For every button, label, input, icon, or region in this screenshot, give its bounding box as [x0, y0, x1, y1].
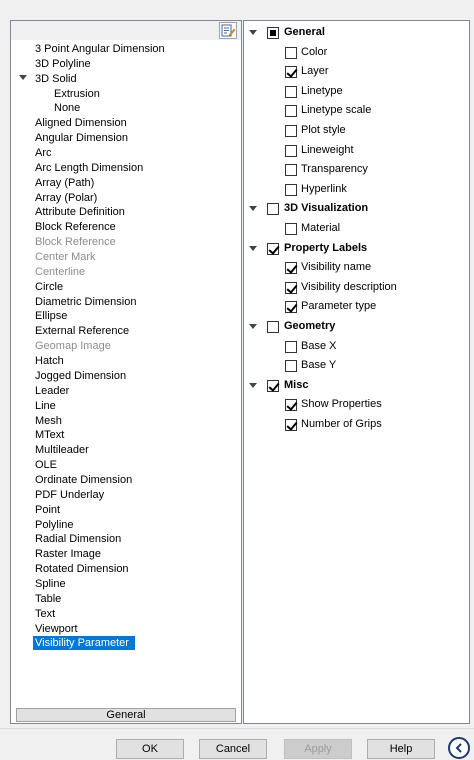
- property-row[interactable]: [244, 101, 468, 120]
- list-item[interactable]: [33, 622, 80, 636]
- help-button-label: Help: [389, 743, 413, 755]
- property-row[interactable]: [244, 395, 468, 414]
- list-item[interactable]: [33, 399, 58, 413]
- list-item-label: Raster Image: [35, 548, 102, 561]
- checkbox[interactable]: [285, 66, 297, 78]
- property-group-row[interactable]: [244, 23, 468, 42]
- collapse-arrow-icon[interactable]: [249, 30, 257, 35]
- list-item[interactable]: [33, 265, 87, 279]
- checkbox[interactable]: [285, 105, 297, 117]
- list-item[interactable]: [33, 220, 118, 234]
- list-item-label: Jogged Dimension: [35, 369, 127, 382]
- select-all-icon[interactable]: [219, 22, 237, 39]
- list-item[interactable]: [33, 161, 145, 175]
- list-item-label: Multileader: [35, 444, 89, 457]
- dialog-top-edge: [0, 0, 474, 18]
- property-label: Linetype scale: [301, 104, 372, 117]
- property-group-label: Misc: [284, 378, 309, 391]
- list-item-label: Radial Dimension: [35, 533, 122, 546]
- list-item-label: External Reference: [35, 325, 130, 338]
- list-item-label: OLE: [35, 459, 58, 472]
- list-item-label: Polyline: [35, 518, 74, 531]
- object-type-list: [12, 41, 238, 705]
- checkbox[interactable]: [267, 321, 279, 333]
- checkbox[interactable]: [285, 223, 297, 235]
- list-item[interactable]: [33, 72, 79, 86]
- list-item-label: Ordinate Dimension: [35, 473, 133, 486]
- property-row[interactable]: [244, 278, 468, 297]
- property-label: Visibility name: [301, 261, 372, 274]
- list-item[interactable]: [33, 384, 71, 398]
- list-item-label: Line: [35, 399, 56, 412]
- checkbox[interactable]: [285, 47, 297, 59]
- checkbox[interactable]: [285, 145, 297, 157]
- property-label: Layer: [301, 65, 329, 78]
- property-row[interactable]: [244, 337, 468, 356]
- list-item[interactable]: [33, 518, 76, 532]
- list-item-label: Ellipse: [35, 310, 68, 323]
- list-item[interactable]: [33, 532, 123, 546]
- checkbox[interactable]: [267, 27, 279, 39]
- list-item-label: Mesh: [35, 414, 62, 427]
- property-group-label: Property Labels: [284, 241, 368, 254]
- list-item[interactable]: [33, 354, 66, 368]
- checkbox[interactable]: [285, 184, 297, 196]
- list-item-label: Block Reference: [35, 221, 116, 234]
- list-item-label: Viewport: [35, 622, 78, 635]
- checkbox[interactable]: [285, 301, 297, 313]
- property-label: Show Properties: [301, 398, 382, 411]
- property-row[interactable]: [244, 297, 468, 316]
- property-label: Material: [301, 222, 341, 234]
- property-row[interactable]: [244, 356, 468, 375]
- list-item-label: Table: [35, 592, 62, 605]
- list-item-label: Aligned Dimension: [35, 117, 127, 130]
- list-item-label: None: [54, 102, 81, 115]
- property-group-row[interactable]: [244, 376, 468, 395]
- list-item[interactable]: [33, 205, 127, 219]
- list-item-label: 3D Polyline: [35, 57, 91, 70]
- list-item-label: Angular Dimension: [35, 132, 128, 145]
- checkbox[interactable]: [267, 380, 279, 392]
- dialog-button-bar: [0, 728, 474, 760]
- property-row[interactable]: [244, 141, 468, 160]
- property-group-row[interactable]: [244, 239, 468, 258]
- property-row[interactable]: [244, 121, 468, 140]
- list-item[interactable]: [33, 339, 113, 353]
- checkbox[interactable]: [267, 203, 279, 215]
- list-item[interactable]: [33, 547, 103, 561]
- list-item[interactable]: [33, 309, 69, 323]
- list-item[interactable]: [52, 87, 102, 101]
- list-item-label: Point: [35, 503, 61, 516]
- property-row[interactable]: [244, 219, 468, 238]
- collapse-arrow-icon[interactable]: [249, 383, 257, 388]
- list-item-label: Hatch: [35, 355, 64, 368]
- list-item[interactable]: [33, 562, 131, 576]
- property-label: Transparency: [301, 163, 368, 176]
- checkbox[interactable]: [285, 262, 297, 274]
- collapse-arrow-icon[interactable]: [249, 324, 257, 329]
- property-label: Number of Grips: [301, 418, 382, 430]
- property-group-row[interactable]: [244, 317, 468, 336]
- checkbox[interactable]: [285, 399, 297, 411]
- list-item[interactable]: [33, 592, 63, 606]
- property-row[interactable]: [244, 82, 468, 101]
- list-item-label: 3 Point Angular Dimension: [35, 43, 165, 55]
- property-label: Hyperlink: [301, 182, 347, 195]
- list-item[interactable]: [33, 414, 64, 428]
- checkbox[interactable]: [285, 282, 297, 294]
- list-item-label: PDF Underlay: [35, 488, 105, 501]
- checkbox[interactable]: [267, 243, 279, 255]
- property-label: Plot style: [301, 124, 346, 136]
- list-item-label: Extrusion: [54, 87, 100, 100]
- list-item[interactable]: [33, 488, 106, 502]
- list-item-label: Rotated Dimension: [35, 563, 129, 576]
- property-label: Base Y: [301, 359, 337, 372]
- list-item-label: Center Mark: [35, 251, 96, 264]
- list-item-label: Arc: [35, 147, 52, 160]
- list-item-label: Spline: [35, 577, 66, 590]
- general-category-label: General: [106, 709, 146, 721]
- list-item[interactable]: [33, 473, 134, 487]
- list-item[interactable]: [33, 295, 138, 309]
- list-item[interactable]: [33, 636, 135, 650]
- list-item[interactable]: [33, 324, 131, 338]
- list-item[interactable]: [33, 116, 129, 130]
- list-item[interactable]: [33, 458, 59, 472]
- ok-button[interactable]: [116, 739, 184, 759]
- list-item[interactable]: [33, 428, 66, 442]
- collapse-arrow-icon[interactable]: [249, 246, 257, 251]
- list-item-label: Array (Path): [35, 176, 95, 189]
- checkbox[interactable]: [285, 419, 297, 431]
- list-item[interactable]: [33, 369, 128, 383]
- property-checklist-pane: [243, 20, 470, 724]
- property-label: Linetype: [301, 84, 343, 97]
- property-label: Color: [301, 45, 328, 58]
- checkbox[interactable]: [285, 125, 297, 137]
- property-group-row[interactable]: [244, 199, 468, 218]
- list-item-label: Geomap Image: [35, 340, 111, 353]
- property-group-label: General: [284, 26, 325, 38]
- property-row[interactable]: [244, 160, 468, 179]
- list-item[interactable]: [33, 250, 98, 264]
- list-item-label: Block Reference: [35, 236, 116, 249]
- list-item[interactable]: [33, 131, 130, 145]
- cancel-button-label: Cancel: [215, 743, 251, 755]
- list-item-label: Visibility Parameter: [33, 636, 135, 650]
- list-item[interactable]: [33, 235, 118, 249]
- expand-arrow-icon[interactable]: [19, 75, 27, 80]
- property-label: Parameter type: [301, 300, 377, 313]
- help-button[interactable]: [367, 739, 435, 759]
- list-item-label: Circle: [35, 280, 64, 293]
- list-item[interactable]: [33, 577, 68, 591]
- list-item-label: Centerline: [35, 265, 86, 278]
- list-item-label: Text: [35, 607, 56, 620]
- list-item[interactable]: [33, 280, 65, 294]
- checkbox[interactable]: [285, 86, 297, 98]
- list-item[interactable]: [33, 503, 62, 517]
- property-row[interactable]: [244, 43, 468, 62]
- object-list-toolbar: [10, 20, 242, 40]
- list-item[interactable]: [33, 443, 91, 457]
- property-group-label: 3D Visualization: [284, 202, 369, 215]
- general-category-bar[interactable]: [16, 708, 236, 722]
- ok-button-label: OK: [142, 743, 158, 755]
- list-item[interactable]: [52, 101, 82, 115]
- checkbox[interactable]: [285, 341, 297, 353]
- checkbox[interactable]: [285, 360, 297, 372]
- property-group-label: Geometry: [284, 320, 336, 332]
- apply-button[interactable]: [284, 739, 352, 759]
- cancel-button[interactable]: [199, 739, 267, 759]
- list-item-label: Attribute Definition: [35, 206, 125, 219]
- property-row[interactable]: [244, 258, 468, 277]
- list-item-label: Arc Length Dimension: [35, 161, 144, 174]
- list-item[interactable]: [33, 146, 54, 160]
- checkbox[interactable]: [285, 164, 297, 176]
- property-label: Visibility description: [301, 280, 397, 293]
- collapse-arrow-icon[interactable]: [249, 206, 257, 211]
- list-item-label: Leader: [35, 384, 70, 397]
- list-item[interactable]: [33, 57, 93, 71]
- list-item-label: Diametric Dimension: [35, 295, 137, 308]
- property-row[interactable]: [244, 415, 468, 434]
- list-item[interactable]: [33, 607, 57, 621]
- list-item-label: MText: [35, 429, 65, 442]
- list-item[interactable]: [33, 42, 167, 56]
- chevron-left-icon[interactable]: [448, 737, 470, 759]
- list-item-label: Array (Polar): [35, 191, 98, 204]
- property-row[interactable]: [244, 180, 468, 199]
- apply-button-label: Apply: [304, 743, 332, 755]
- property-row[interactable]: [244, 62, 468, 81]
- property-label: Base X: [301, 339, 337, 352]
- property-label: Lineweight: [301, 143, 354, 156]
- list-item[interactable]: [33, 191, 99, 205]
- list-item[interactable]: [33, 176, 96, 190]
- list-item-label: 3D Solid: [35, 72, 77, 85]
